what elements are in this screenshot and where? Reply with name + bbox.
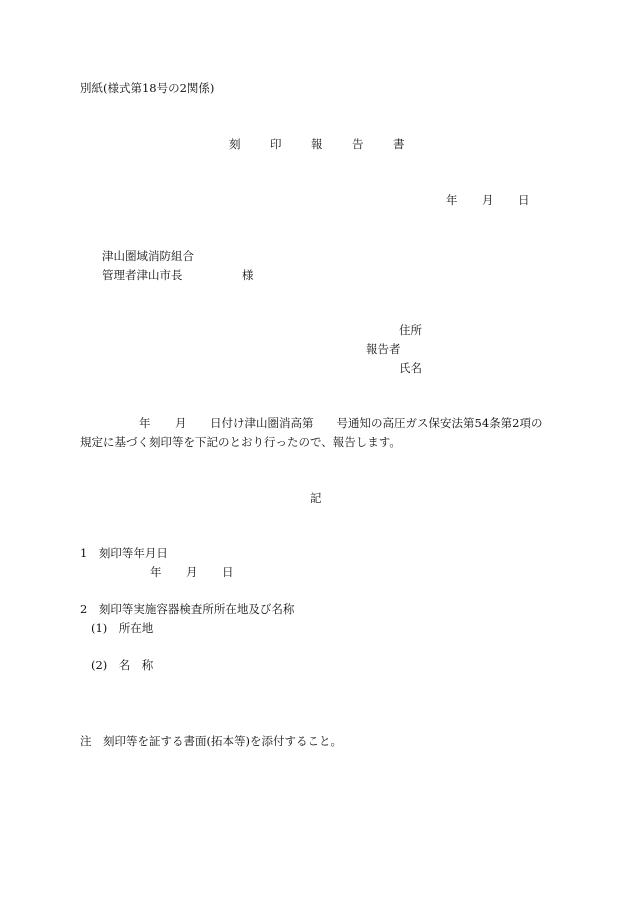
item-2-sub-2: (2) 名 称	[91, 658, 154, 672]
item-2-sub-1: (1) 所在地	[91, 621, 154, 635]
name-label: 氏名	[399, 361, 422, 375]
title-char-5: 書	[393, 137, 405, 151]
address-label: 住所	[399, 323, 422, 337]
addressee-honorific: 様	[242, 268, 254, 282]
date-year: 年	[446, 193, 458, 207]
reporter-label: 報告者	[366, 342, 401, 356]
title-char-3: 報	[311, 137, 323, 151]
date-month: 月	[482, 193, 494, 207]
addressee-org: 津山圏域消防組合	[102, 249, 194, 263]
body-year: 年	[139, 416, 151, 430]
item-1-month: 月	[186, 565, 198, 579]
body-month: 月	[175, 416, 187, 430]
ki-heading: 記	[310, 491, 322, 505]
title-char-4: 告	[352, 137, 364, 151]
item-1-label: 1 刻印等年月日	[80, 546, 168, 560]
item-1-year: 年	[150, 565, 162, 579]
date-day: 日	[518, 193, 530, 207]
page-title	[229, 137, 405, 151]
item-1-day: 日	[222, 565, 234, 579]
item-2-label: 2 刻印等実施容器検査所所在地及び名称	[80, 602, 295, 616]
item-1-date	[150, 565, 234, 579]
body-line-1: 日付け津山圏消高第 号通知の高圧ガス保安法第54条第2項の	[210, 416, 543, 430]
form-reference: 別紙(様式第18号の2関係)	[80, 81, 215, 95]
body-line-2: 規定に基づく刻印等を下記のとおり行ったので、報告します。	[80, 435, 401, 449]
title-char-2: 印	[270, 137, 282, 151]
addressee-position: 管理者津山市長	[102, 268, 183, 282]
report-date	[446, 193, 530, 207]
note: 注 刻印等を証する書面(拓本等)を添付すること。	[80, 734, 342, 748]
title-char-1: 刻	[229, 137, 241, 151]
